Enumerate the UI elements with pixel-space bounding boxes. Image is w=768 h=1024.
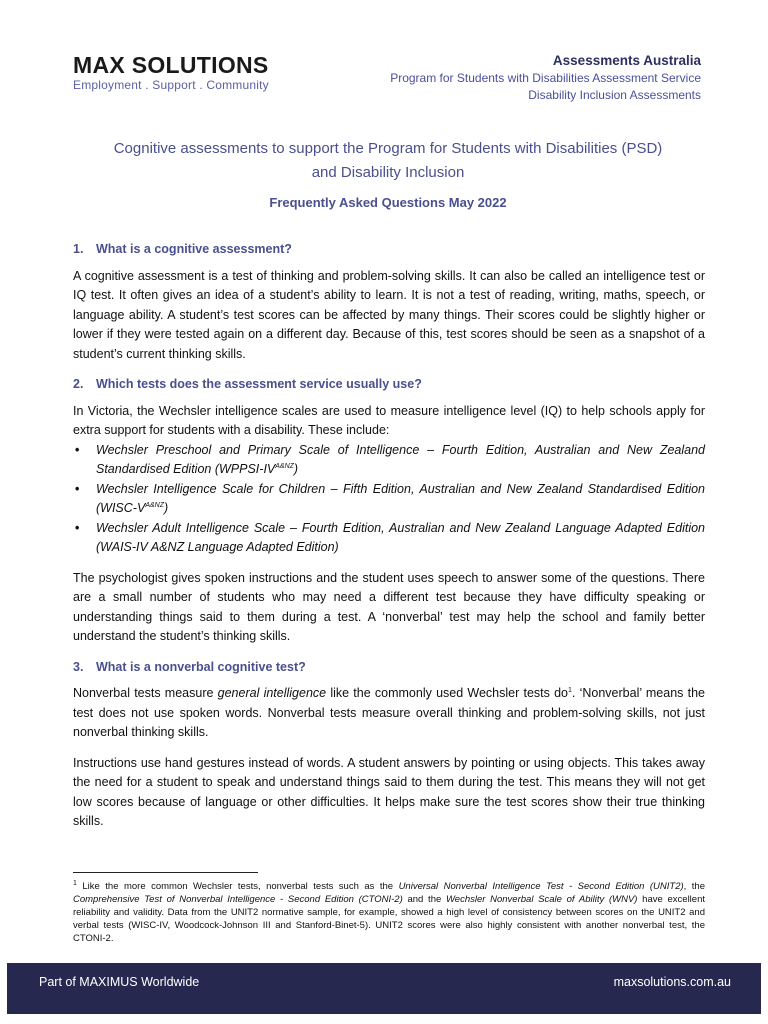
document-title	[73, 137, 703, 185]
org-name: Assessments Australia	[552, 53, 701, 68]
answer-2-paragraph: The psychologist gives spoken instructions and the student uses speech to answer some of the questions. There are a small number of students who may need a different test because they have difficulty speaking or understanding things said to them during a test. A ‘nonverbal’ test may help the school and family better understand the student’s thinking skills.	[73, 570, 705, 643]
question-2-heading	[73, 375, 705, 395]
test-item-wisc: • Wechsler Intelligence Scale for Children – Fifth Edition, Australian and New Zealand Standardised Edition $(WISC-V^{A\&NZ})$	[73, 480, 705, 519]
org-program: Program for Students with Disabilities Assessment Service	[390, 71, 701, 85]
org-header	[390, 52, 701, 104]
question-number: 1.	[73, 242, 84, 256]
footnote-marker: 1	[73, 879, 77, 887]
question-text: What is a cognitive assessment?	[96, 242, 292, 256]
title-line-1: Cognitive assessments to support the Program for Students with Disabilities (PSD)	[113, 140, 663, 157]
answer-3-paragraph-1: Nonverbal tests measure general intelligence like the commonly used Wechsler tests $do^1$. ‘Nonverbal’ means the test does not use spoken words. Nonverbal tests measure overall thinking and problem-solving skills, not just nonverbal thinking skills.	[73, 686, 705, 739]
test-list	[73, 441, 705, 558]
question-number: 3.	[73, 659, 84, 674]
question-text: What is a nonverbal cognitive test?	[96, 659, 306, 674]
faq-subtitle: Frequently Asked Questions May 2022	[269, 195, 507, 210]
test-item-wppsi: • Wechsler Preschool and Primary Scale of Intelligence – Fourth Edition, Australian and New Zealand Standardised Edition $(WPPSI-IV^{A\&NZ})$	[73, 441, 705, 480]
question-text: Which tests does the assessment service usually use?	[96, 377, 422, 391]
page-footer	[7, 963, 761, 1014]
footnote-reference: 1	[568, 686, 572, 694]
question-3-heading	[73, 658, 705, 678]
answer-1-paragraph: A cognitive assessment is a test of thinking and problem-solving skills. It can also be called an intelligence test or IQ test. It often gives an idea of a student’s ability to learn. It is not a test of reading, writing, maths, speech, or language ability. A student’s test scores can be affected by many things. Their scores could be slightly higher or lower if they were tested again on a different day. Because of this, test scores should be seen as a snapshot of a student’s current thinking skills.	[73, 268, 705, 361]
question-number: 2.	[73, 377, 84, 391]
footnote-divider	[73, 872, 258, 873]
answer-2-intro: In Victoria, the Wechsler intelligence scales are used to measure intelligence level (IQ) to help schools apply for extra support for students with a disability. These include:	[73, 403, 705, 437]
footnote: $^1$ Like the more common Wechsler tests, nonverbal tests such as the Universal Nonverbal Intelligence Test - Second Edition (UNIT2), the Comprehensive Test of Nonverbal Intelligence - Second Edition (CTONI-2) and the Wechsler Nonverbal Scale of Ability (WNV) have excellent reliability and validity. Data from the UNIT2 normative sample, for example, showed a high level of consistency between scores on the UNIT2 and verbal tests (WISC-IV, Woodcock-Johnson III and Stanford-Binet-5). UNIT2 scores were also highly consistent with another nonverbal test, the CTONI-2.	[73, 879, 706, 944]
test-item-wais: • Wechsler Adult Intelligence Scale – Fourth Edition, Australian and New Zealand Language Adapted Edition (WAIS-IV A&NZ Language Adapted Edition)	[73, 519, 705, 558]
org-service: Disability Inclusion Assessments	[528, 88, 701, 102]
footer-maximus: Part of MAXIMUS Worldwide	[39, 975, 200, 989]
title-line-2: and Disability Inclusion	[311, 164, 465, 181]
faq-content	[73, 240, 705, 843]
logo-name: MAX SOLUTIONS	[73, 52, 269, 78]
answer-3-paragraph-2: Instructions use hand gestures instead of words. A student answers by pointing or using objects. This takes away the need for a student to speak and understand things said to them during the test. This means they will not get low scores because of language or other difficulties. It helps make sure the test scores show their true thinking skills.	[73, 755, 705, 828]
footer-website: maxsolutions.com.au	[613, 975, 731, 989]
question-1-heading	[73, 240, 705, 260]
max-solutions-logo	[73, 52, 269, 92]
logo-tagline: Employment . Support . Community	[73, 78, 269, 92]
